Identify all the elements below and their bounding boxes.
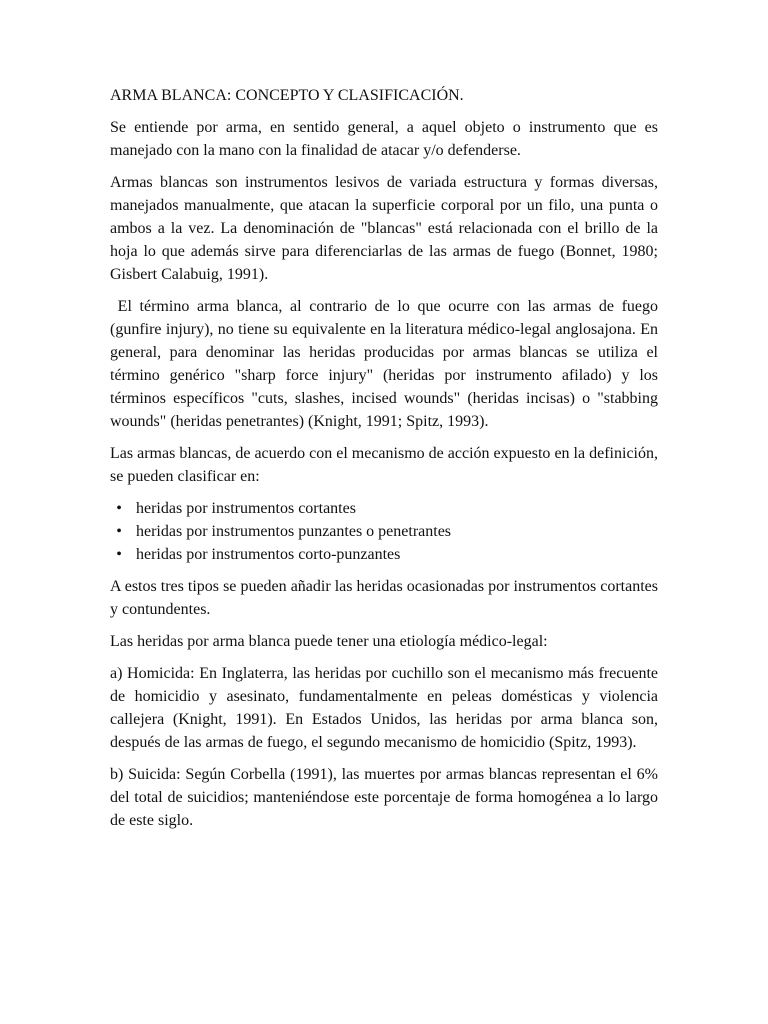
- list-item-text: heridas por instrumentos cortantes: [136, 500, 356, 517]
- document-title: ARMA BLANCA: CONCEPTO Y CLASIFICACIÓN.: [110, 87, 464, 104]
- paragraph-termino: El término arma blanca, al contrario de lo que ocurre con las armas de fuego (gunfire injury), no tiene su equivalente en la literatura médico-legal anglosajona. En general, para denominar las heridas producidas por armas blancas se utiliza el término genérico "sharp force injury" (heridas por instrumento afilado) y los términos específicos "cuts, slashes, incised wounds" (heridas incisas) o "stabbing wounds" (heridas penetrantes) (Knight, 1991; Spitz, 1993).: [110, 298, 663, 430]
- paragraph-suicida: b) Suicida: Según Corbella (1991), las muertes por armas blancas representan el 6% del total de suicidios; manteniéndose este porcentaje de forma homogénea a lo largo de este siglo.: [110, 766, 658, 829]
- paragraph-definition: Se entiende por arma, en sentido general, a aquel objeto o instrumento que es manejado con la mano con la finalidad de atacar y/o defenderse.: [110, 119, 658, 159]
- list-item: [116, 520, 658, 543]
- paragraph-homicida: a) Homicida: En Inglaterra, las heridas por cuchillo son el mecanismo más frecuente de homicidio y asesinato, fundamentalmente en peleas domésticas y violencia callejera (Knight, 1991). En Estados Unidos, las heridas por arma blanca son, después de las armas de fuego, el segundo mecanismo de homicidio (Spitz, 1993).: [110, 665, 658, 751]
- bullet-icon: •: [116, 523, 122, 540]
- bullet-icon: •: [116, 500, 122, 517]
- list-item: [116, 543, 658, 566]
- paragraph-tipos-adicionales: A estos tres tipos se pueden añadir las heridas ocasionadas por instrumentos cortantes y contundentes.: [110, 578, 658, 618]
- list-item-text: heridas por instrumentos punzantes o penetrantes: [136, 523, 452, 540]
- list-item: [116, 497, 658, 520]
- classification-list: [110, 497, 658, 566]
- paragraph-etiologia: Las heridas por arma blanca puede tener una etiología médico-legal:: [110, 633, 548, 650]
- paragraph-clasificacion: Las armas blancas, de acuerdo con el mecanismo de acción expuesto en la definición, se pueden clasificar en:: [110, 445, 658, 485]
- bullet-icon: •: [116, 546, 122, 563]
- list-item-text: heridas por instrumentos corto-punzantes: [136, 546, 401, 563]
- paragraph-armas-blancas: Armas blancas son instrumentos lesivos de variada estructura y formas diversas, manejados manualmente, que atacan la superficie corporal por un filo, una punta o ambos a la vez. La denominación de "blancas" está relacionada con el brillo de la hoja lo que además sirve para diferenciarlas de las armas de fuego (Bonnet, 1980; Gisbert Calabuig, 1991).: [110, 174, 662, 283]
- document-page: [110, 84, 663, 841]
